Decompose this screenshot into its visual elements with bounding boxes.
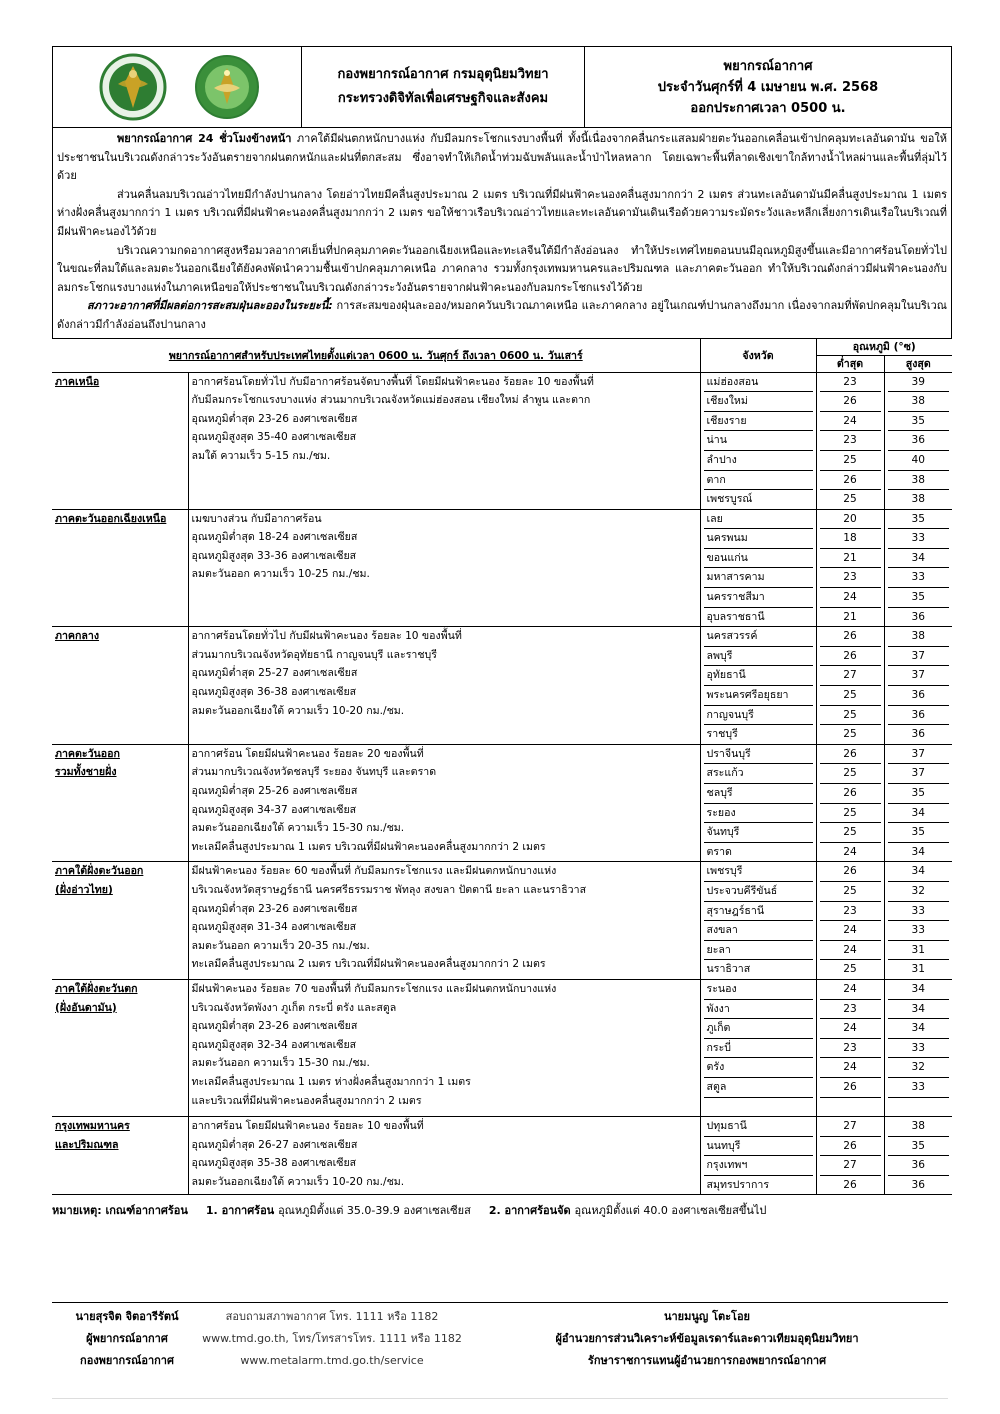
min-temp-value: 25: [820, 882, 881, 902]
director-signature: [462, 1306, 952, 1372]
note: [52, 1201, 952, 1219]
description-line: ลมตะวันออกเฉียงใต้ ความเร็ว 10-20 กม./ชม.: [191, 1175, 405, 1188]
province-name: อุทัยธานี: [704, 666, 813, 686]
max-temp-value: 34: [888, 1019, 950, 1039]
temperature-header: อุณหภูมิ (°ซ): [816, 339, 952, 356]
province-name: ตาก: [704, 471, 813, 491]
description-line: อากาศร้อนโดยทั่วไป กับมีอากาศร้อนจัดบางพื้นที่ โดยมีฝนฟ้าคะนอง ร้อยละ 10 ของพื้นที่: [191, 375, 594, 388]
region-description: [188, 744, 700, 862]
min-temp-value: 26: [820, 647, 881, 667]
max-temp-value: 38: [888, 627, 950, 647]
description-line: อุณหภูมิต่ำสุด 26-27 องศาเซลเซียส: [191, 1138, 358, 1151]
min-temp-value: 24: [843, 845, 857, 858]
province-list: [700, 862, 816, 980]
region-description: [188, 979, 700, 1116]
region-row: [52, 1117, 952, 1195]
forecaster-signature: [52, 1306, 202, 1372]
region-name-line: รวมทั้งชายฝั่ง: [55, 766, 117, 779]
max-temp-value: 33: [888, 902, 950, 922]
province-name: น่าน: [704, 431, 813, 451]
contact-website: www.tmd.go.th, โทร/โทรสารโทร. 1111 หรือ 1182: [202, 1332, 462, 1345]
description-line: ทะเลมีคลื่นสูงประมาณ 2 เมตร บริเวณที่มีฝนฟ้าคะนองคลื่นสูงมากกว่า 2 เมตร: [191, 958, 546, 971]
description-line: ลมตะวันออกเฉียงใต้ ความเร็ว 15-30 กม./ชม.: [191, 822, 405, 835]
contact-service-url: www.metalarm.tmd.go.th/service: [240, 1354, 424, 1367]
min-temp-list: [816, 1117, 884, 1195]
max-temp-value: 38: [888, 471, 950, 491]
province-list: [700, 372, 816, 509]
region-name: [52, 979, 188, 1116]
max-temp-list: [884, 744, 952, 862]
province-name: สตูล: [704, 1078, 813, 1098]
description-spacer: [192, 484, 697, 503]
province-name: เชียงราย: [704, 412, 813, 432]
region-name: [52, 744, 188, 862]
empty-cell: [888, 1098, 950, 1117]
max-temp-value: 35: [888, 1137, 950, 1157]
max-temp-value: 37: [888, 647, 950, 667]
description-line: อุณหภูมิต่ำสุด 23-26 องศาเซลเซียส: [191, 902, 358, 915]
min-temp-value: 21: [820, 549, 881, 569]
description-line: อุณหภูมิต่ำสุด 23-26 องศาเซลเซียส: [191, 412, 358, 425]
description-line: เมฆบางส่วน กับมีอากาศร้อน: [191, 512, 322, 525]
min-temp-value: 26: [843, 1178, 857, 1191]
description-line: อุณหภูมิต่ำสุด 18-24 องศาเซลเซียส: [191, 531, 358, 544]
description-line: ลมใต้ ความเร็ว 5-15 กม./ชม.: [191, 449, 331, 462]
description-spacer: [192, 603, 697, 622]
province-name: นนทบุรี: [704, 1137, 813, 1157]
min-temp-list: [816, 372, 884, 509]
max-temp-list: [884, 627, 952, 745]
min-temp-value: 27: [820, 1156, 881, 1176]
meteorological-department-logo: [194, 54, 260, 120]
description-line: อากาศร้อน โดยมีฝนฟ้าคะนอง ร้อยละ 20 ของพื้นที่: [191, 747, 424, 760]
min-temp-list: [816, 862, 884, 980]
org-name: กองพยากรณ์อากาศ กรมอุตุนิยมวิทยา: [337, 67, 549, 82]
max-temp-value: 39: [888, 373, 950, 393]
region-description: [188, 509, 700, 627]
max-temp-value: 33: [888, 568, 950, 588]
region-name-line: ภาคใต้ฝั่งตะวันออก: [55, 865, 144, 878]
max-temp-value: 36: [888, 431, 950, 451]
min-temp-value: 23: [820, 568, 881, 588]
max-temp-value: 35: [888, 510, 950, 530]
document-header: [52, 46, 952, 128]
province-name: เชียงใหม่: [704, 392, 813, 412]
forecaster-name: นายสุรจิต จิตอารีรัตน์: [75, 1310, 179, 1323]
description-line: อุณหภูมิสูงสุด 31-34 องศาเซลเซียส: [191, 921, 357, 934]
description-line: อุณหภูมิสูงสุด 35-38 องศาเซลเซียส: [191, 1157, 357, 1170]
region-name: [52, 862, 188, 980]
region-description: [188, 1117, 700, 1195]
min-temp-value: 24: [820, 412, 881, 432]
max-temp-value: 34: [888, 804, 950, 824]
max-temp-value: 33: [888, 529, 950, 549]
summary-text-1: ภาคใต้มีฝนตกหนักบางแห่ง กับมีลมกระโชกแรงบางพื้นที่ ทั้งนี้เนื่องจากคลื่นกระแสลมฝ่ายตะวันออกเคลื่อนเข้าปกคลุมทะเลอันดามัน ขอให้ประชาชนในบริเวณดังกล่าวระวังอันตรายจากฝนตกหนักและฝนที่ตกสะสม ซึ่งอาจทำให้เกิดน้ำท่วมฉับพลันและน้ำป่าไหลหลาก โดยเฉพาะพื้นที่ลาดเชิงเขาใกล้ทางน้ำไหลผ่านและพื้นที่ลุ่มไว้ด้วย: [57, 132, 947, 183]
province-name: สมุทรปราการ: [706, 1178, 770, 1191]
max-temp-header: สูงสุด: [884, 355, 952, 372]
ministry-name: กระทรวงดิจิทัลเพื่อเศรษฐกิจและสังคม: [337, 91, 549, 106]
province-name: แม่ฮ่องสอน: [704, 373, 813, 393]
region-name: [52, 1117, 188, 1195]
forecast-page: [52, 46, 952, 1219]
min-temp-header: ต่ำสุด: [816, 355, 884, 372]
region-name: [52, 509, 188, 627]
province-name: กาญจนบุรี: [704, 706, 813, 726]
summary-paragraph-1: [57, 130, 947, 186]
note-very-hot: [489, 1201, 767, 1219]
province-header: จังหวัด: [700, 339, 816, 373]
province-name: ยะลา: [704, 941, 813, 961]
description-spacer: [192, 720, 697, 739]
region-name-line: และปริมณฑล: [55, 1138, 119, 1151]
description-line: อุณหภูมิสูงสุด 34-37 องศาเซลเซียส: [191, 803, 357, 816]
max-temp-value: 34: [888, 549, 950, 569]
min-temp-list: [816, 744, 884, 862]
description-spacer: [192, 466, 697, 485]
min-temp-value: 25: [820, 686, 881, 706]
min-temp-list: [816, 509, 884, 627]
max-temp-value: 38: [888, 1117, 950, 1137]
max-temp-value: 35: [888, 412, 950, 432]
regional-forecast-table: [52, 339, 952, 1196]
max-temp-list: [884, 862, 952, 980]
max-temp-value: 34: [888, 980, 950, 1000]
min-temp-value: 24: [820, 1019, 881, 1039]
region-name-line: ภาคกลาง: [55, 630, 100, 643]
max-temp-value: 36: [911, 728, 925, 741]
province-name: ภูเก็ต: [704, 1019, 813, 1039]
region-description: [188, 372, 700, 509]
director-acting: รักษาราชการแทนผู้อำนวยการกองพยากรณ์อากาศ: [587, 1354, 827, 1367]
min-temp-value: 26: [820, 1137, 881, 1157]
max-temp-value: 36: [888, 686, 950, 706]
min-temp-list: [816, 627, 884, 745]
max-temp-value: 35: [888, 784, 950, 804]
min-temp-value: 18: [820, 529, 881, 549]
province-name: ประจวบคีรีขันธ์: [704, 882, 813, 902]
note-very-hot-label: 2. อากาศร้อนจัด: [488, 1204, 571, 1218]
max-temp-value: 36: [888, 1156, 950, 1176]
description-line: อุณหภูมิสูงสุด 36-38 องศาเซลเซียส: [191, 686, 357, 699]
doc-title: พยากรณ์อากาศ: [723, 58, 813, 74]
min-temp-value: 26: [820, 862, 881, 882]
organization-block: [302, 47, 585, 127]
province-name: ระนอง: [704, 980, 813, 1000]
max-temp-list: [884, 372, 952, 509]
province-name: ลพบุรี: [704, 647, 813, 667]
province-name: ราชบุรี: [706, 728, 738, 741]
min-temp-value: 23: [820, 902, 881, 922]
min-temp-value: 25: [820, 764, 881, 784]
min-temp-list: [816, 979, 884, 1116]
description-line: อุณหภูมิต่ำสุด 25-26 องศาเซลเซียส: [191, 785, 358, 797]
min-temp-value: 25: [843, 728, 857, 741]
min-temp-value: 24: [820, 1058, 881, 1078]
description-line: บริเวณจังหวัดสุราษฎร์ธานี นครศรีธรรมราช พัทลุง สงขลา ปัตตานี ยะลา และนราธิวาส: [191, 883, 587, 896]
province-name: เพชรบูรณ์: [706, 493, 753, 506]
description-line: อุณหภูมิต่ำสุด 25-27 องศาเซลเซียส: [191, 667, 358, 680]
province-name: พระนครศรีอยุธยา: [704, 686, 813, 706]
dust-heading: สภาวะอากาศที่มีผลต่อการสะสมฝุ่นละอองในระยะนี้:: [87, 299, 333, 313]
max-temp-list: [884, 509, 952, 627]
province-name: ระยอง: [704, 804, 813, 824]
region-name: [52, 372, 188, 509]
min-temp-value: 25: [820, 706, 881, 726]
forecast-summary: [52, 128, 952, 339]
max-temp-value: 34: [888, 862, 950, 882]
max-temp-value: 35: [888, 823, 950, 843]
province-name: ชลบุรี: [704, 784, 813, 804]
page-bottom-rule: [52, 1398, 948, 1399]
max-temp-value: 36: [911, 610, 925, 623]
province-name: มหาสารคาม: [704, 568, 813, 588]
document-footer: [52, 1306, 952, 1372]
region-row: [52, 627, 952, 745]
province-name: นครสวรรค์: [704, 627, 813, 647]
note-hot: [206, 1201, 471, 1219]
province-list: [700, 979, 816, 1116]
region-name-line: (ฝั่งอันดามัน): [55, 1001, 117, 1014]
min-temp-value: 23: [820, 431, 881, 451]
logos: [53, 47, 302, 127]
max-temp-value: 37: [888, 745, 950, 765]
ministry-logo: [94, 52, 172, 122]
max-temp-value: 33: [888, 1039, 950, 1059]
max-temp-value: 37: [888, 764, 950, 784]
issue-block: [585, 47, 951, 127]
description-line: ส่วนมากบริเวณจังหวัดอุทัยธานี กาญจนบุรี และราชบุรี: [191, 648, 437, 661]
description-line: อากาศร้อน โดยมีฝนฟ้าคะนอง ร้อยละ 10 ของพื้นที่: [191, 1120, 424, 1133]
description-line: และบริเวณที่มีฝนฟ้าคะนองคลื่นสูงมากกว่า 2 เมตร: [191, 1094, 422, 1107]
max-temp-value: 35: [888, 588, 950, 608]
province-name: สุราษฎร์ธานี: [704, 902, 813, 922]
min-temp-value: 26: [820, 784, 881, 804]
max-temp-value: 31: [911, 963, 925, 976]
description-line: อากาศร้อนโดยทั่วไป กับมีฝนฟ้าคะนอง ร้อยละ 10 ของพื้นที่: [191, 630, 462, 643]
max-temp-list: [884, 1117, 952, 1195]
min-temp-value: 24: [820, 921, 881, 941]
province-list: [700, 1117, 816, 1195]
province-name: นราธิวาส: [706, 963, 751, 976]
min-temp-value: 20: [820, 510, 881, 530]
province-name: กรุงเทพฯ: [704, 1156, 813, 1176]
min-temp-value: 26: [820, 471, 881, 491]
contact-info: [202, 1306, 462, 1372]
province-list: [700, 744, 816, 862]
province-name: นครราชสีมา: [704, 588, 813, 608]
max-temp-value: 36: [888, 706, 950, 726]
region-name-line: ภาคเหนือ: [55, 375, 100, 388]
description-line: อุณหภูมิสูงสุด 33-36 องศาเซลเซียส: [191, 549, 357, 562]
summary-heading: พยากรณ์อากาศ 24 ชั่วโมงข้างหน้า: [117, 132, 292, 145]
description-line: ทะเลมีคลื่นสูงประมาณ 1 เมตร บริเวณที่มีฝนฟ้าคะนองคลื่นสูงมากกว่า 2 เมตร: [191, 840, 546, 853]
region-name-line: ภาคตะวันออก: [55, 747, 120, 760]
min-temp-value: 24: [820, 588, 881, 608]
min-temp-value: 26: [820, 1078, 881, 1098]
region-row: [52, 862, 952, 980]
region-row: [52, 979, 952, 1116]
description-line: มีฝนฟ้าคะนอง ร้อยละ 70 ของพื้นที่ กับมีลมกระโชกแรง และมีฝนตกหนักบางแห่ง: [191, 982, 557, 995]
max-temp-value: 32: [888, 882, 950, 902]
province-name: ปทุมธานี: [704, 1117, 813, 1137]
region-name: [52, 627, 188, 745]
min-temp-value: 21: [843, 610, 857, 623]
footer-divider: [52, 1302, 948, 1303]
description-line: ลมตะวันออก ความเร็ว 20-35 กม./ชม.: [191, 939, 370, 952]
description-line: บริเวณจังหวัดพังงา ภูเก็ต กระบี่ ตรัง และสตูล: [191, 1001, 397, 1014]
director-name: นายมนูญ โตะโอย: [663, 1310, 751, 1323]
min-temp-value: 23: [820, 373, 881, 393]
description-line: ส่วนมากบริเวณจังหวัดชลบุรี ระยอง จันทบุรี และตราด: [191, 766, 437, 779]
region-row: [52, 372, 952, 509]
description-line: อุณหภูมิต่ำสุด 23-26 องศาเซลเซียส: [191, 1020, 358, 1033]
region-description: [188, 627, 700, 745]
max-temp-value: 38: [911, 493, 925, 506]
min-temp-value: 23: [820, 1039, 881, 1059]
province-name: สงขลา: [704, 921, 813, 941]
province-name: ตราด: [706, 845, 732, 858]
province-name: ปราจีนบุรี: [704, 745, 813, 765]
province-name: ขอนแก่น: [704, 549, 813, 569]
description-line: กับมีลมกระโชกแรงบางแห่ง ส่วนมากบริเวณจังหวัดแม่ฮ่องสอน เชียงใหม่ ลำพูน และตาก: [191, 394, 591, 407]
province-name: พังงา: [704, 1000, 813, 1020]
region-name-line: ภาคใต้ฝั่งตะวันตก: [55, 982, 138, 995]
min-temp-value: 26: [820, 627, 881, 647]
empty-cell: [820, 1098, 881, 1117]
province-name: เพชรบุรี: [704, 862, 813, 882]
region-description: [188, 862, 700, 980]
dust-text: การสะสมของฝุ่นละออง/หมอกควันบริเวณภาคเหนือ และภาคกลาง อยู่ในเกณฑ์ปานกลางถึงมาก เนื่องจากลมที่พัดปกคลุมในบริเวณดังกล่าวมีกำลังอ่อนถึงปานกลาง: [57, 299, 947, 331]
region-name-line: ภาคตะวันออกเฉียงเหนือ: [55, 512, 167, 525]
issue-date: ประจำวันศุกร์ที่ 4 เมษายน พ.ศ. 2568: [657, 79, 879, 95]
province-name: นครพนม: [704, 529, 813, 549]
description-line: ลมตะวันออกเฉียงใต้ ความเร็ว 10-20 กม./ชม.: [191, 704, 405, 717]
max-temp-value: 33: [888, 921, 950, 941]
province-name: เลย: [704, 510, 813, 530]
region-row: [52, 744, 952, 862]
max-temp-value: 33: [888, 1078, 950, 1098]
table-title: พยากรณ์อากาศสำหรับประเทศไทยตั้งแต่เวลา 0600 น. วันศุกร์ ถึงเวลา 0600 น. วันเสาร์: [52, 339, 700, 373]
note-hot-text: อุณหภูมิตั้งแต่ 35.0-39.9 องศาเซลเซียส: [278, 1204, 471, 1218]
province-name: กระบี่: [704, 1039, 813, 1059]
empty-cell: [704, 1098, 813, 1117]
table-body: [52, 372, 952, 1195]
province-name: อุบลราชธานี: [706, 610, 765, 623]
min-temp-value: 25: [843, 963, 857, 976]
min-temp-value: 27: [820, 1117, 881, 1137]
max-temp-list: [884, 979, 952, 1116]
forecaster-title: ผู้พยากรณ์อากาศ: [86, 1332, 168, 1345]
summary-paragraph-2: ส่วนคลื่นลมบริเวณอ่าวไทยมีกำลังปานกลาง โดยอ่าวไทยมีคลื่นสูงประมาณ 2 เมตร บริเวณที่มีฝนฟ้าคะนองคลื่นสูงมากกว่า 2 เมตร ส่วนทะเลอันดามันมีคลื่นสูงประมาณ 1 เมตร ห่างฝั่งคลื่นสูงมากกว่า 1 เมตร บริเวณที่มีฝนฟ้าคะนองคลื่นสูงมากกว่า 2 เมตร ขอให้ชาวเรือบริเวณอ่าวไทยและทะเลอันดามันเดินเรือด้วยความระมัดระวังและหลีกเลี่ยงการเดินเรือในบริเวณที่มีฝนฟ้าคะนองไว้ด้วย: [57, 187, 947, 238]
min-temp-value: 23: [820, 1000, 881, 1020]
max-temp-value: 40: [888, 451, 950, 471]
min-temp-value: 25: [820, 451, 881, 471]
description-line: ลมตะวันออก ความเร็ว 15-30 กม./ชม.: [191, 1057, 370, 1070]
province-list: [700, 627, 816, 745]
min-temp-value: 27: [820, 666, 881, 686]
description-line: อุณหภูมิสูงสุด 35-40 องศาเซลเซียส: [191, 431, 357, 444]
description-line: มีฝนฟ้าคะนอง ร้อยละ 60 ของพื้นที่ กับมีลมกระโชกแรง และมีฝนตกหนักบางแห่ง: [191, 865, 557, 878]
province-name: ตรัง: [704, 1058, 813, 1078]
min-temp-value: 24: [820, 941, 881, 961]
dust-paragraph: [57, 297, 947, 334]
description-line: ทะเลมีคลื่นสูงประมาณ 1 เมตร ห่างฝั่งคลื่นสูงมากกว่า 1 เมตร: [191, 1075, 471, 1088]
forecaster-division: กองพยากรณ์อากาศ: [80, 1354, 174, 1367]
description-spacer: [192, 584, 697, 603]
note-very-hot-text: อุณหภูมิตั้งแต่ 40.0 องศาเซลเซียสขึ้นไป: [574, 1204, 767, 1218]
min-temp-value: 25: [820, 823, 881, 843]
description-line: ลมตะวันออก ความเร็ว 10-25 กม./ชม.: [191, 568, 370, 581]
note-hot-label: 1. อากาศร้อน: [205, 1204, 275, 1218]
province-list: [700, 509, 816, 627]
min-temp-value: 26: [820, 392, 881, 412]
max-temp-value: 38: [888, 392, 950, 412]
min-temp-value: 24: [820, 980, 881, 1000]
min-temp-value: 25: [843, 493, 857, 506]
province-name: ลำปาง: [704, 451, 813, 471]
region-name-line: (ฝั่งอ่าวไทย): [55, 883, 113, 896]
issue-time: ออกประกาศเวลา 0500 น.: [690, 100, 846, 116]
contact-phone: สอบถามสภาพอากาศ โทร. 1111 หรือ 1182: [225, 1310, 439, 1323]
summary-paragraph-3: บริเวณความกดอากาศสูงหรือมวลอากาศเย็นที่ปกคลุมภาคตะวันออกเฉียงเหนือและทะเลจีนใต้มีกำลังอ่อนลง ทำให้ประเทศไทยตอนบนมีอุณหภูมิสูงขึ้นและมีอากาศร้อนโดยทั่วไป ในขณะที่ลมใต้และลมตะวันออกเฉียงใต้ยังคงพัดนำความชื้นเข้าปกคลุมภาคเหนือ ภาคกลาง รวมทั้งกรุงเทพมหานครและปริมณฑล และภาคตะวันออก ทำให้บริเวณดังกล่าวมีฝนฟ้าคะนองกับลมกระโชกแรงบางแห่งในภาคเหนือขอให้ประชาชนในบริเวณดังกล่าวระวังอันตรายจากฝนฟ้าคะนองกับลมกระโชกแรงไว้ด้วย: [57, 243, 947, 294]
max-temp-value: 36: [911, 1178, 925, 1191]
note-label: หมายเหตุ: เกณฑ์อากาศร้อน: [52, 1204, 188, 1218]
province-name: จันทบุรี: [704, 823, 813, 843]
max-temp-value: 32: [888, 1058, 950, 1078]
min-temp-value: 25: [820, 804, 881, 824]
max-temp-value: 37: [888, 666, 950, 686]
description-line: อุณหภูมิสูงสุด 32-34 องศาเซลเซียส: [191, 1038, 357, 1051]
province-name: สระแก้ว: [704, 764, 813, 784]
max-temp-value: 34: [911, 845, 925, 858]
region-name-line: กรุงเทพมหานคร: [55, 1120, 130, 1133]
max-temp-value: 31: [888, 941, 950, 961]
region-row: [52, 509, 952, 627]
max-temp-value: 34: [888, 1000, 950, 1020]
director-title: ผู้อำนวยการส่วนวิเคราะห์ข้อมูลเรดาร์และดาวเทียมอุตุนิยมวิทยา: [555, 1332, 859, 1345]
min-temp-value: 26: [820, 745, 881, 765]
